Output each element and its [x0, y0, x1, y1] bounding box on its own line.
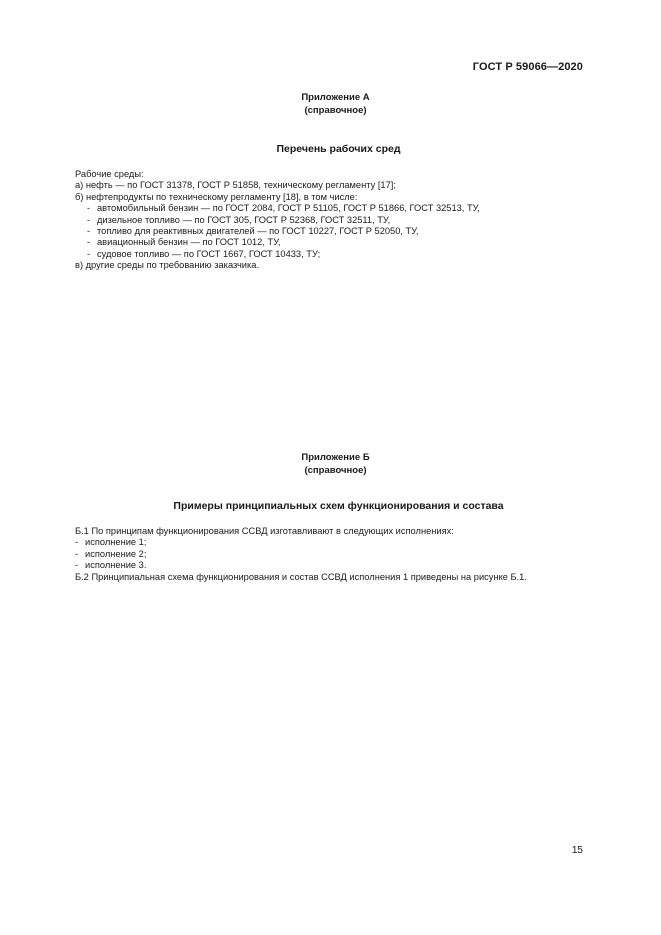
annex-a-title: Перечень рабочих сред — [276, 143, 401, 155]
annex-b-item-text: исполнение 2; — [85, 548, 147, 559]
annex-a-sub-item: - судовое топливо — по ГОСТ 1667, ГОСТ 10433, ТУ; — [87, 248, 321, 259]
annex-b-title: Примеры принципиальных схем функционирования и состава — [173, 500, 504, 512]
annex-a-heading — [0, 91, 661, 117]
annex-b-item-text: исполнение 3. — [85, 560, 147, 571]
annex-a-body — [75, 169, 595, 272]
annex-a-label: Приложение А — [301, 92, 370, 103]
annex-b-heading — [0, 451, 661, 477]
annex-a-last-line: в) другие среды по требованию заказчика. — [75, 260, 260, 271]
annex-a-line: б) нефтепродукты по техническому регламенту [18], в том числе: — [75, 191, 358, 202]
page-number: 15 — [571, 845, 583, 856]
annex-b-status: (справочное) — [304, 465, 367, 476]
document-number: ГОСТ Р 59066—2020 — [472, 61, 583, 73]
annex-a-sub-item-text: авиационный бензин — по ГОСТ 1012, ТУ, — [97, 237, 281, 248]
annex-a-sub-item: - авиационный бензин — по ГОСТ 1012, ТУ, — [87, 237, 281, 248]
annex-b-closing: Б.2 Принципиальная схема функционирования и состав ССВД исполнения 1 приведены на рисунке Б.1. — [75, 571, 527, 582]
annex-b-item: - исполнение 3. — [75, 560, 147, 571]
annex-a-sub-item-text: судовое топливо — по ГОСТ 1667, ГОСТ 10433, ТУ; — [97, 248, 321, 259]
annex-a-sub-item: - дизельное топливо — по ГОСТ 305, ГОСТ Р 52368, ГОСТ 32511, ТУ, — [87, 214, 391, 225]
annex-b-item: - исполнение 2; — [75, 548, 147, 559]
annex-a-sub-item: - топливо для реактивных двигателей — по ГОСТ 10227, ГОСТ Р 52050, ТУ, — [87, 226, 419, 237]
annex-b-item: - исполнение 1; — [75, 537, 147, 548]
annex-b-intro: Б.1 По принципам функционирования ССВД изготавливают в следующих исполнениях: — [75, 526, 454, 536]
annex-a-sub-item-text: автомобильный бензин — по ГОСТ 2084, ГОСТ Р 51105, ГОСТ Р 51866, ГОСТ 32513, ТУ, — [97, 203, 480, 214]
annex-a-status: (справочное) — [304, 105, 367, 116]
annex-a-sub-item-text: топливо для реактивных двигателей — по ГОСТ 10227, ГОСТ Р 52050, ТУ, — [97, 226, 419, 237]
annex-b-label: Приложение Б — [301, 452, 370, 463]
annex-b-body — [75, 526, 595, 583]
annex-a-line: а) нефть — по ГОСТ 31378, ГОСТ Р 51858, техническому регламенту [17]; — [75, 180, 396, 191]
annex-a-sub-item-text: дизельное топливо — по ГОСТ 305, ГОСТ Р 52368, ГОСТ 32511, ТУ, — [97, 214, 391, 225]
annex-b-item-text: исполнение 1; — [85, 537, 147, 548]
annex-a-line: Рабочие среды: — [75, 169, 144, 179]
annex-a-sub-item: - автомобильный бензин — по ГОСТ 2084, ГОСТ Р 51105, ГОСТ Р 51866, ГОСТ 32513, ТУ, — [87, 203, 480, 214]
